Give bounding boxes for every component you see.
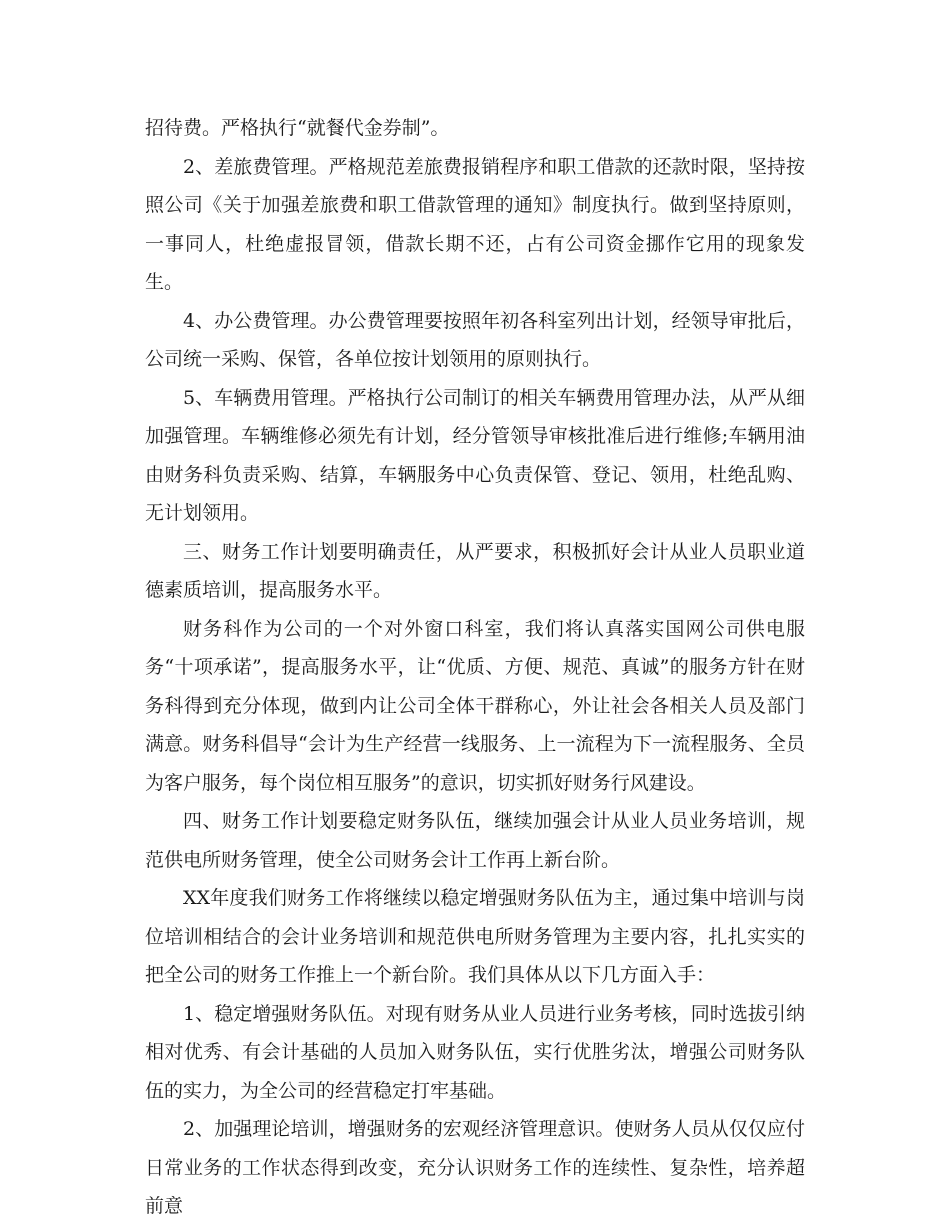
paragraph-1: 招待费。严格执行“就餐代金券制”。: [145, 117, 450, 139]
paragraph-5: 三、财务工作计划要明确责任，从严要求，积极抓好会计从业人员职业道德素质培训，提高服务水平。: [145, 540, 805, 601]
paragraph-7: 四、财务工作计划要稳定财务队伍，继续加强会计从业人员业务培训，规范供电所财务管理，使全公司财务会计工作再上新台阶。: [145, 810, 805, 871]
paragraph-3: 4、办公费管理。办公费管理要按照年初各科室列出计划，经领导审批后，公司统一采购、保管，各单位按计划领用的原则执行。: [145, 309, 805, 370]
paragraph-10: 2、加强理论培训，增强财务的宏观经济管理意识。使财务人员从仅仅应付日常业务的工作状态得到改变，充分认识财务工作的连续性、复杂性，培养超前意: [145, 1118, 805, 1217]
paragraph-6: 财务科作为公司的一个对外窗口科室，我们将认真落实国网公司供电服务“十项承诺”，提高服务水平，让“优质、方便、规范、真诚”的服务方针在财务科得到充分体现，做到内让公司全体干群称心，外让社会各相关人员及部门满意。财务科倡导“会计为生产经营一线服务、上一流程为下一流程服务、全员为客户服务，每个岗位相互服务”的意识，切实抓好财务行风建设。: [145, 617, 805, 794]
paragraph-9: 1、稳定增强财务队伍。对现有财务从业人员进行业务考核，同时选拔引纳相对优秀、有会计基础的人员加入财务队伍，实行优胜劣汰，增强公司财务队伍的实力，为全公司的经营稳定打牢基础。: [145, 1002, 805, 1102]
paragraph-2: 2、差旅费管理。严格规范差旅费报销程序和职工借款的还款时限，坚持按照公司《关于加强差旅费和职工借款管理的通知》制度执行。做到坚持原则，一事同人，杜绝虚报冒领，借款长期不还，占有公司资金挪作它用的现象发生。: [145, 155, 805, 293]
paragraph-4: 5、车辆费用管理。严格执行公司制订的相关车辆费用管理办法，从严从细加强管理。车辆维修必须先有计划，经分管领导审核批准后进行维修;车辆用油由财务科负责采购、结算，车辆服务中心负责保管、登记、领用，杜绝乱购、无计划领用。: [145, 386, 805, 524]
document-body: [145, 109, 805, 1226]
paragraph-8: XX年度我们财务工作将继续以稳定增强财务队伍为主，通过集中培训与岗位培训相结合的会计业务培训和规范供电所财务管理为主要内容，扎扎实实的把全公司的财务工作推上一个新台阶。我们具体从以下几方面入手：: [145, 887, 805, 986]
